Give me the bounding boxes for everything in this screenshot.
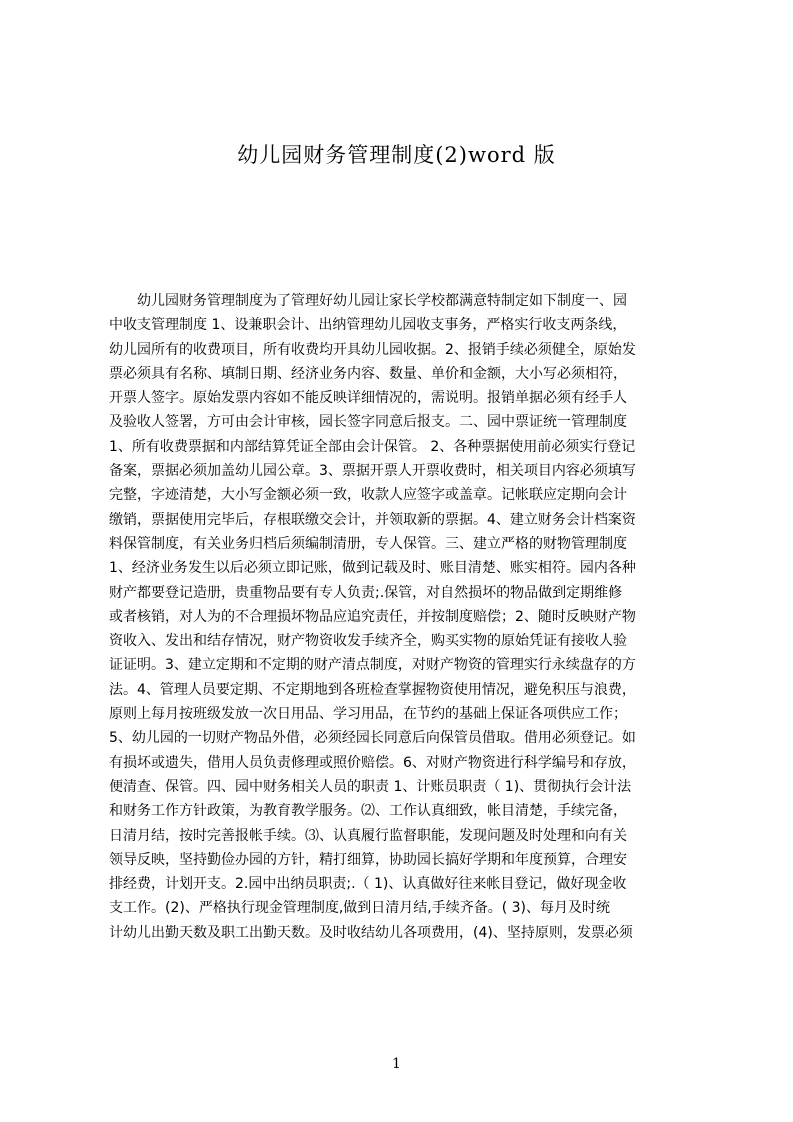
body-line-02: 中收支管理制度 1、设兼职会计、出纳管理幼儿园收支事务，严格实行收支两条线， bbox=[109, 317, 627, 334]
body-line-16: 证证明。3、建立定期和不定期的财产清点制度，对财产物资的管理实行永续盘存的方 bbox=[109, 657, 636, 674]
body-line-07: 1、所有收费票据和内部结算凭证全部由会计保管。 2、各种票据使用前必须实行登记 bbox=[109, 438, 636, 455]
body-line-15: 资收入、发出和结存情况，财产物资收发手续齐全，购买实物的原始凭证有接收人验 bbox=[109, 633, 627, 650]
body-line-18: 原则上每月按班级发放一次日用品、学习用品，在节约的基础上保证各项供应工作； bbox=[109, 706, 627, 723]
body-line-06: 及验收人签署，方可由会计审核，园长签字同意后报支。二、园中票证统一管理制度 bbox=[109, 414, 627, 431]
body-line-19: 5、幼儿园的一切财产物品外借，必须经园长同意后向保管员借取。借用必须登记。如 bbox=[109, 730, 636, 747]
body-line-13: 财产都要登记造册，贵重物品要有专人负责;.保管，对自然损坏的物品做到定期维修 bbox=[109, 584, 623, 601]
body-line-21: 便清查、保管。四、园中财务相关人员的职责 1、计账员职责（ 1)、贯彻执行会计法 bbox=[109, 778, 632, 795]
body-line-25: 排经费，计划开支。2.园中出纳员职责;.（ 1)、认真做好往来帐目登记，做好现金收 bbox=[109, 876, 627, 893]
body-line-26: 支工作。(2)、严格执行现金管理制度,做到日清月结,手续齐备。( 3)、每月及时统 bbox=[109, 900, 611, 917]
body-line-03: 幼儿园所有的收费项目，所有收费均开具幼儿园收据。2、报销手续必须健全，原始发 bbox=[109, 341, 636, 358]
page-number: 1 bbox=[392, 1056, 401, 1072]
document-title: 幼儿园财务管理制度(2)word 版 bbox=[237, 143, 556, 167]
body-line-05: 开票人签字。原始发票内容如不能反映详细情况的，需说明。报销单据必须有经手人 bbox=[109, 390, 627, 407]
body-line-14: 或者核销，对人为的不合理损坏物品应追究责任，并按制度赔偿；2、随时反映财产物 bbox=[109, 608, 636, 625]
body-line-22: 和财务工作方针政策，为教育教学服务。⑵、工作认真细致，帐目清楚，手续完备， bbox=[109, 803, 627, 820]
body-line-10: 缴销，票据使用完毕后，存根联缴交会计，并领取新的票据。4、建立财务会计档案资 bbox=[109, 511, 636, 528]
body-line-23: 日清月结，按时完善报帐手续。⑶、认真履行监督职能，发现问题及时处理和向有关 bbox=[109, 827, 627, 844]
body-line-04: 票必须具有名称、填制日期、经济业务内容、数量、单价和金额，大小写必须相符， bbox=[109, 365, 627, 382]
body-line-08: 备案，票据必须加盖幼儿园公章。3、票据开票人开票收费时，相关项目内容必须填写 bbox=[109, 463, 636, 480]
body-line-01: 幼儿园财务管理制度为了管理好幼儿园让家长学校都满意特制定如下制度一、园 bbox=[137, 293, 627, 309]
body-line-24: 领导反映，坚持勤俭办园的方针，精打细算，协助园长搞好学期和年度预算，合理安 bbox=[109, 851, 627, 868]
document-body bbox=[109, 289, 697, 945]
body-line-12: 1、经济业务发生以后必须立即记账，做到记载及时、账目清楚、账实相符。园内各种 bbox=[109, 560, 636, 577]
body-line-11: 料保管制度，有关业务归档后须编制清册，专人保管。三、建立严格的财物管理制度 bbox=[109, 535, 627, 552]
body-line-09: 完整，字迹清楚，大小写金额必须一致，收款人应签字或盖章。记帐联应定期向会计 bbox=[109, 487, 627, 504]
body-line-17: 法。4、管理人员要定期、不定期地到各班检查掌握物资使用情况，避免积压与浪费， bbox=[109, 681, 636, 698]
body-line-27: 计幼儿出勤天数及职工出勤天数。及时收结幼儿各项费用，(4)、坚持原则，发票必须 bbox=[109, 924, 633, 941]
body-line-20: 有损坏或遗失，借用人员负责修理或照价赔偿。6、对财产物资进行科学编号和存放， bbox=[109, 754, 636, 771]
